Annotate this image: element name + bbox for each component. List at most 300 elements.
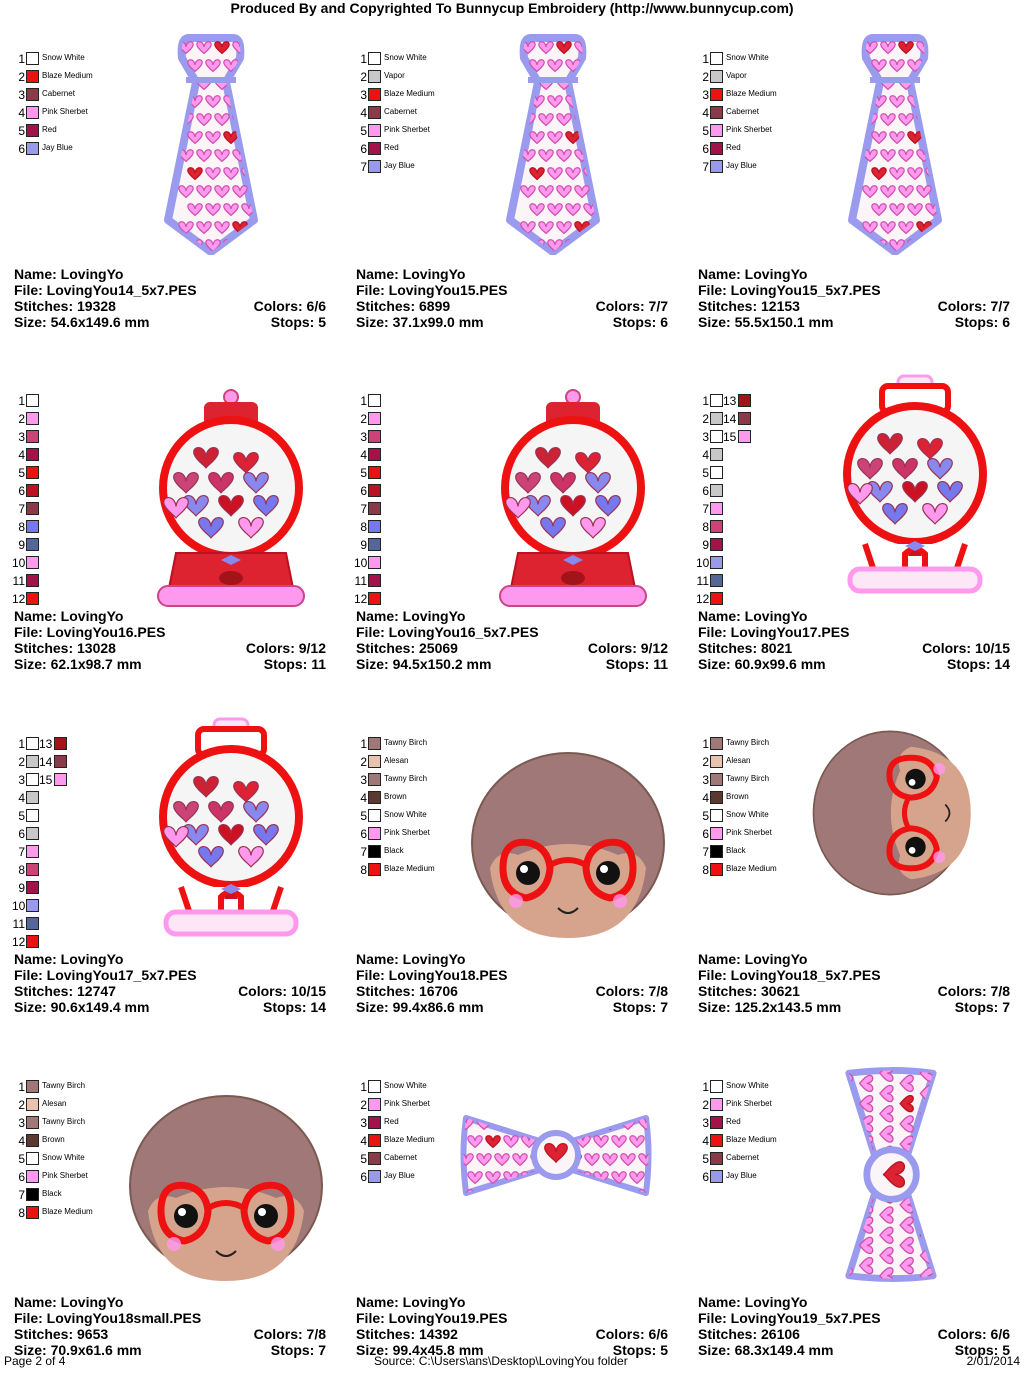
- thread-color-swatch: [26, 520, 39, 533]
- thread-color-name: Snow White: [384, 1081, 427, 1090]
- design-name: Name: LovingYo: [698, 266, 808, 282]
- thread-color-swatch: [368, 106, 381, 119]
- design-name: Name: LovingYo: [14, 951, 124, 967]
- thread-number: 12: [12, 935, 26, 949]
- thread-color-swatch: [26, 773, 39, 786]
- thread-number: 9: [18, 538, 25, 552]
- thread-color-name: Red: [42, 125, 57, 134]
- thread-number: 2: [360, 70, 367, 84]
- thread-number: 2: [360, 1098, 367, 1112]
- thread-color-name: Alesan: [384, 756, 409, 765]
- thread-color-swatch: [368, 1098, 381, 1111]
- design-info: [356, 608, 668, 672]
- thread-color-swatch: [368, 556, 381, 569]
- thread-number: 2: [702, 1098, 709, 1112]
- thread-number: 5: [18, 466, 25, 480]
- thread-color-name: Snow White: [42, 1153, 85, 1162]
- design-stitches: Stitches: 9653: [14, 1326, 109, 1342]
- design-file: File: LovingYou19_5x7.PES: [698, 1310, 881, 1326]
- thread-color-name: Blaze Medium: [384, 864, 435, 873]
- embroidery-design-preview: [836, 1062, 946, 1292]
- thread-color-swatch: [368, 160, 381, 173]
- design-stitches: Stitches: 12153: [698, 298, 800, 314]
- thread-number: 3: [360, 1116, 367, 1130]
- thread-number: 3: [18, 1116, 25, 1130]
- thread-color-swatch: [26, 899, 39, 912]
- thread-number: 9: [702, 538, 709, 552]
- thread-number: 11: [354, 574, 367, 588]
- thread-number: 6: [702, 142, 709, 156]
- thread-color-name: Cabernet: [726, 107, 759, 116]
- thread-number: 8: [18, 863, 25, 877]
- thread-number: 6: [18, 484, 25, 498]
- thread-color-name: Pink Sherbet: [726, 828, 772, 837]
- thread-color-swatch: [368, 827, 381, 840]
- thread-color-swatch: [710, 520, 723, 533]
- thread-color-name: Blaze Medium: [384, 89, 435, 98]
- thread-color-swatch: [368, 448, 381, 461]
- thread-color-swatch: [710, 1098, 723, 1111]
- design-size: Size: 55.5x150.1 mm: [698, 314, 834, 330]
- design-name: Name: LovingYo: [698, 951, 808, 967]
- design-card: [348, 26, 668, 362]
- embroidery-design-preview: [126, 1086, 326, 1291]
- thread-color-name: Vapor: [726, 71, 747, 80]
- thread-color-swatch: [710, 430, 723, 443]
- design-name: Name: LovingYo: [356, 951, 466, 967]
- thread-number: 4: [360, 106, 367, 120]
- thread-number: 3: [360, 430, 367, 444]
- design-stops: Stops: 6: [612, 314, 668, 330]
- thread-color-swatch: [710, 538, 723, 551]
- design-name: Name: LovingYo: [14, 266, 124, 282]
- thread-number: 10: [12, 899, 26, 913]
- design-stops: Stops: 7: [954, 999, 1010, 1015]
- thread-color-swatch: [710, 1116, 723, 1129]
- thread-color-swatch: [368, 845, 381, 858]
- thread-color-name: Snow White: [384, 810, 427, 819]
- design-file: File: LovingYou14_5x7.PES: [14, 282, 197, 298]
- thread-number: 1: [702, 737, 709, 751]
- thread-number: 1: [18, 52, 25, 66]
- thread-color-name: Blaze Medium: [42, 71, 93, 80]
- thread-number: 8: [360, 520, 367, 534]
- design-stops: Stops: 11: [605, 656, 668, 672]
- design-file: File: LovingYou17.PES: [698, 624, 850, 640]
- thread-color-swatch: [710, 592, 723, 605]
- design-size: Size: 62.1x98.7 mm: [14, 656, 142, 672]
- thread-color-name: Alesan: [42, 1099, 67, 1108]
- thread-number: 3: [18, 88, 25, 102]
- design-colors: Colors: 7/7: [937, 298, 1010, 314]
- thread-color-swatch: [368, 773, 381, 786]
- thread-color-swatch: [26, 737, 39, 750]
- thread-number: 6: [702, 484, 709, 498]
- design-colors: Colors: 7/7: [595, 298, 668, 314]
- thread-number: 1: [360, 52, 367, 66]
- design-name: Name: LovingYo: [356, 1294, 466, 1310]
- thread-color-swatch: [710, 1170, 723, 1183]
- thread-color-swatch: [368, 1152, 381, 1165]
- thread-color-swatch: [54, 755, 67, 768]
- thread-number: 4: [18, 106, 25, 120]
- thread-color-swatch: [26, 502, 39, 515]
- thread-color-name: Cabernet: [384, 107, 417, 116]
- thread-color-name: Snow White: [384, 53, 427, 62]
- footer-source-path: Source: C:\Users\ans\Desktop\LovingYou folder: [374, 1354, 628, 1368]
- thread-color-swatch: [368, 863, 381, 876]
- thread-color-name: Cabernet: [42, 89, 75, 98]
- footer-page-number: Page 2 of 4: [4, 1354, 66, 1368]
- thread-number: 1: [18, 394, 25, 408]
- thread-color-swatch: [26, 935, 39, 948]
- thread-color-swatch: [368, 142, 381, 155]
- thread-color-swatch: [26, 430, 39, 443]
- thread-color-name: Cabernet: [384, 1153, 417, 1162]
- design-card: [690, 711, 1010, 1047]
- thread-color-name: Snow White: [726, 1081, 769, 1090]
- design-info: [698, 608, 1010, 672]
- thread-color-swatch: [710, 142, 723, 155]
- design-size: Size: 54.6x149.6 mm: [14, 314, 150, 330]
- design-name: Name: LovingYo: [14, 1294, 124, 1310]
- design-size: Size: 60.9x99.6 mm: [698, 656, 826, 672]
- thread-color-name: Snow White: [726, 53, 769, 62]
- thread-color-swatch: [26, 1080, 39, 1093]
- thread-number: 3: [702, 773, 709, 787]
- design-stitches: Stitches: 26106: [698, 1326, 800, 1342]
- thread-number: 6: [360, 827, 367, 841]
- thread-number: 6: [360, 484, 367, 498]
- thread-color-swatch: [26, 124, 39, 137]
- thread-color-swatch: [368, 538, 381, 551]
- thread-color-name: Black: [42, 1189, 62, 1198]
- thread-color-swatch: [710, 448, 723, 461]
- thread-color-swatch: [710, 755, 723, 768]
- thread-number: 5: [360, 124, 367, 138]
- thread-number: 1: [702, 394, 709, 408]
- embroidery-design-preview: [840, 30, 950, 260]
- thread-number: 5: [702, 809, 709, 823]
- thread-color-swatch: [26, 412, 39, 425]
- thread-color-name: Blaze Medium: [726, 864, 777, 873]
- design-file: File: LovingYou16_5x7.PES: [356, 624, 539, 640]
- design-stops: Stops: 5: [954, 1342, 1010, 1358]
- thread-color-swatch: [368, 1080, 381, 1093]
- thread-number: 15: [39, 773, 53, 787]
- design-card: [6, 1054, 326, 1390]
- thread-color-name: Jay Blue: [726, 1171, 757, 1180]
- design-info: [14, 1294, 326, 1358]
- thread-number: 7: [702, 502, 709, 516]
- design-stitches: Stitches: 25069: [356, 640, 458, 656]
- thread-color-swatch: [26, 1152, 39, 1165]
- thread-color-swatch: [368, 502, 381, 515]
- design-stops: Stops: 6: [954, 314, 1010, 330]
- design-stitches: Stitches: 6899: [356, 298, 451, 314]
- thread-color-name: Blaze Medium: [384, 1135, 435, 1144]
- thread-color-swatch: [26, 52, 39, 65]
- thread-color-name: Red: [384, 143, 399, 152]
- design-info: [356, 1294, 668, 1358]
- thread-color-swatch: [710, 484, 723, 497]
- thread-color-swatch: [54, 773, 67, 786]
- thread-color-name: Brown: [726, 792, 749, 801]
- design-card: [348, 368, 668, 704]
- thread-number: 6: [702, 827, 709, 841]
- thread-color-swatch: [26, 106, 39, 119]
- thread-color-swatch: [26, 845, 39, 858]
- thread-number: 2: [18, 755, 25, 769]
- thread-color-swatch: [26, 70, 39, 83]
- thread-color-swatch: [26, 881, 39, 894]
- embroidery-design-preview: [456, 1108, 656, 1208]
- embroidery-design-preview: [498, 30, 608, 260]
- thread-number: 6: [360, 1170, 367, 1184]
- design-info: [356, 951, 668, 1015]
- thread-color-swatch: [710, 737, 723, 750]
- design-file: File: LovingYou15.PES: [356, 282, 508, 298]
- thread-color-name: Pink Sherbet: [384, 1099, 430, 1108]
- design-card: [348, 711, 668, 1047]
- embroidery-design-preview: [820, 374, 1010, 599]
- thread-color-swatch: [26, 755, 39, 768]
- design-stitches: Stitches: 19328: [14, 298, 116, 314]
- thread-color-swatch: [368, 809, 381, 822]
- thread-color-swatch: [26, 484, 39, 497]
- thread-number: 8: [702, 863, 709, 877]
- thread-number: 3: [360, 773, 367, 787]
- thread-number: 3: [702, 1116, 709, 1130]
- design-card: [6, 26, 326, 362]
- design-colors: Colors: 7/8: [253, 1326, 326, 1342]
- thread-color-swatch: [26, 574, 39, 587]
- thread-number: 4: [702, 448, 709, 462]
- thread-color-name: Black: [726, 846, 746, 855]
- thread-number: 2: [18, 1098, 25, 1112]
- thread-number: 12: [696, 592, 710, 606]
- thread-color-swatch: [368, 412, 381, 425]
- thread-color-name: Brown: [42, 1135, 65, 1144]
- thread-number: 2: [702, 70, 709, 84]
- design-card: [690, 368, 1010, 704]
- thread-color-swatch: [26, 1134, 39, 1147]
- design-colors: Colors: 9/12: [587, 640, 668, 656]
- thread-number: 7: [18, 845, 25, 859]
- thread-number: 4: [702, 791, 709, 805]
- thread-color-swatch: [710, 556, 723, 569]
- thread-color-name: Snow White: [726, 810, 769, 819]
- design-file: File: LovingYou15_5x7.PES: [698, 282, 881, 298]
- design-size: Size: 90.6x149.4 mm: [14, 999, 150, 1015]
- thread-number: 9: [18, 881, 25, 895]
- thread-number: 10: [354, 556, 368, 570]
- thread-number: 3: [18, 773, 25, 787]
- thread-number: 12: [354, 592, 368, 606]
- thread-color-swatch: [710, 791, 723, 804]
- thread-number: 6: [702, 1170, 709, 1184]
- thread-number: 4: [18, 791, 25, 805]
- thread-color-name: Pink Sherbet: [384, 828, 430, 837]
- thread-color-swatch: [368, 430, 381, 443]
- design-colors: Colors: 10/15: [238, 983, 326, 999]
- design-stitches: Stitches: 30621: [698, 983, 800, 999]
- design-info: [698, 1294, 1010, 1358]
- design-file: File: LovingYou19.PES: [356, 1310, 508, 1326]
- design-name: Name: LovingYo: [356, 608, 466, 624]
- thread-number: 4: [360, 791, 367, 805]
- thread-color-swatch: [26, 917, 39, 930]
- thread-color-swatch: [368, 737, 381, 750]
- thread-number: 5: [360, 466, 367, 480]
- thread-color-swatch: [710, 574, 723, 587]
- thread-number: 12: [12, 592, 26, 606]
- design-info: [14, 266, 326, 330]
- thread-color-name: Tawny Birch: [384, 774, 428, 783]
- design-stitches: Stitches: 14392: [356, 1326, 458, 1342]
- thread-color-swatch: [368, 124, 381, 137]
- thread-color-name: Brown: [384, 792, 407, 801]
- thread-number: 8: [360, 863, 367, 877]
- thread-color-swatch: [26, 1098, 39, 1111]
- design-colors: Colors: 7/8: [595, 983, 668, 999]
- thread-number: 8: [18, 520, 25, 534]
- thread-color-swatch: [710, 827, 723, 840]
- design-size: Size: 37.1x99.0 mm: [356, 314, 484, 330]
- thread-color-name: Pink Sherbet: [726, 125, 772, 134]
- thread-color-swatch: [368, 394, 381, 407]
- embroidery-design-preview: [478, 388, 668, 613]
- thread-color-name: Blaze Medium: [42, 1207, 93, 1216]
- thread-color-name: Jay Blue: [726, 161, 757, 170]
- thread-color-swatch: [710, 1134, 723, 1147]
- thread-color-name: Pink Sherbet: [384, 125, 430, 134]
- embroidery-design-preview: [805, 713, 975, 918]
- design-name: Name: LovingYo: [698, 1294, 808, 1310]
- thread-color-swatch: [368, 52, 381, 65]
- thread-number: 1: [18, 1080, 25, 1094]
- thread-color-swatch: [738, 430, 751, 443]
- design-info: [14, 951, 326, 1015]
- design-info: [356, 266, 668, 330]
- thread-number: 3: [18, 430, 25, 444]
- design-card: [690, 26, 1010, 362]
- thread-number: 8: [702, 520, 709, 534]
- thread-color-name: Blaze Medium: [726, 89, 777, 98]
- thread-color-swatch: [368, 520, 381, 533]
- thread-number: 11: [12, 574, 25, 588]
- design-name: Name: LovingYo: [14, 608, 124, 624]
- thread-number: 4: [360, 448, 367, 462]
- thread-color-swatch: [710, 863, 723, 876]
- design-info: [698, 951, 1010, 1015]
- thread-number: 6: [18, 1170, 25, 1184]
- embroidery-design-preview: [136, 717, 326, 942]
- thread-number: 7: [360, 502, 367, 516]
- thread-color-swatch: [26, 466, 39, 479]
- thread-color-swatch: [710, 88, 723, 101]
- thread-number: 2: [702, 755, 709, 769]
- thread-color-swatch: [710, 1152, 723, 1165]
- thread-color-name: Tawny Birch: [726, 738, 770, 747]
- thread-color-name: Pink Sherbet: [42, 107, 88, 116]
- thread-number: 1: [360, 1080, 367, 1094]
- thread-color-swatch: [26, 791, 39, 804]
- design-card: [690, 1054, 1010, 1390]
- thread-color-name: Jay Blue: [384, 161, 415, 170]
- thread-color-swatch: [368, 574, 381, 587]
- thread-color-swatch: [26, 394, 39, 407]
- design-stops: Stops: 5: [270, 314, 326, 330]
- thread-color-name: Black: [384, 846, 404, 855]
- thread-color-name: Tawny Birch: [42, 1081, 86, 1090]
- thread-color-swatch: [26, 1188, 39, 1201]
- design-stops: Stops: 5: [612, 1342, 668, 1358]
- design-stops: Stops: 7: [270, 1342, 326, 1358]
- thread-number: 2: [360, 412, 367, 426]
- design-name: Name: LovingYo: [356, 266, 466, 282]
- thread-color-swatch: [368, 88, 381, 101]
- thread-color-swatch: [710, 52, 723, 65]
- thread-color-swatch: [368, 70, 381, 83]
- thread-number: 11: [12, 917, 25, 931]
- design-file: File: LovingYou18.PES: [356, 967, 508, 983]
- thread-color-swatch: [368, 1116, 381, 1129]
- thread-number: 2: [360, 755, 367, 769]
- design-size: Size: 94.5x150.2 mm: [356, 656, 492, 672]
- thread-color-swatch: [26, 538, 39, 551]
- thread-color-swatch: [710, 70, 723, 83]
- design-size: Size: 70.9x61.6 mm: [14, 1342, 142, 1358]
- design-card: [6, 368, 326, 704]
- thread-number: 6: [18, 827, 25, 841]
- thread-color-name: Jay Blue: [42, 143, 73, 152]
- design-file: File: LovingYou17_5x7.PES: [14, 967, 197, 983]
- thread-number: 1: [702, 52, 709, 66]
- design-stitches: Stitches: 8021: [698, 640, 793, 656]
- thread-number: 2: [18, 412, 25, 426]
- design-stitches: Stitches: 12747: [14, 983, 116, 999]
- design-name: Name: LovingYo: [698, 608, 808, 624]
- design-info: [14, 608, 326, 672]
- thread-number: 10: [12, 556, 26, 570]
- thread-number: 3: [702, 88, 709, 102]
- design-colors: Colors: 10/15: [922, 640, 1010, 656]
- thread-number: 4: [702, 106, 709, 120]
- thread-number: 5: [360, 1152, 367, 1166]
- design-stops: Stops: 14: [946, 656, 1010, 672]
- thread-number: 2: [702, 412, 709, 426]
- thread-color-swatch: [710, 466, 723, 479]
- thread-number: 5: [18, 809, 25, 823]
- thread-number: 11: [696, 574, 709, 588]
- thread-number: 13: [723, 394, 737, 408]
- page-header-title: Produced By and Copyrighted To Bunnycup Embroidery (http://www.bunnycup.com): [230, 0, 794, 16]
- thread-color-swatch: [710, 106, 723, 119]
- thread-color-swatch: [710, 124, 723, 137]
- thread-number: 7: [18, 1188, 25, 1202]
- thread-color-swatch: [710, 1080, 723, 1093]
- thread-number: 14: [723, 412, 737, 426]
- thread-color-name: Pink Sherbet: [42, 1171, 88, 1180]
- embroidery-design-preview: [156, 30, 266, 260]
- thread-color-swatch: [368, 466, 381, 479]
- thread-color-swatch: [368, 1170, 381, 1183]
- thread-number: 5: [702, 1152, 709, 1166]
- design-colors: Colors: 6/6: [595, 1326, 668, 1342]
- embroidery-design-preview: [136, 388, 326, 613]
- thread-number: 1: [18, 737, 25, 751]
